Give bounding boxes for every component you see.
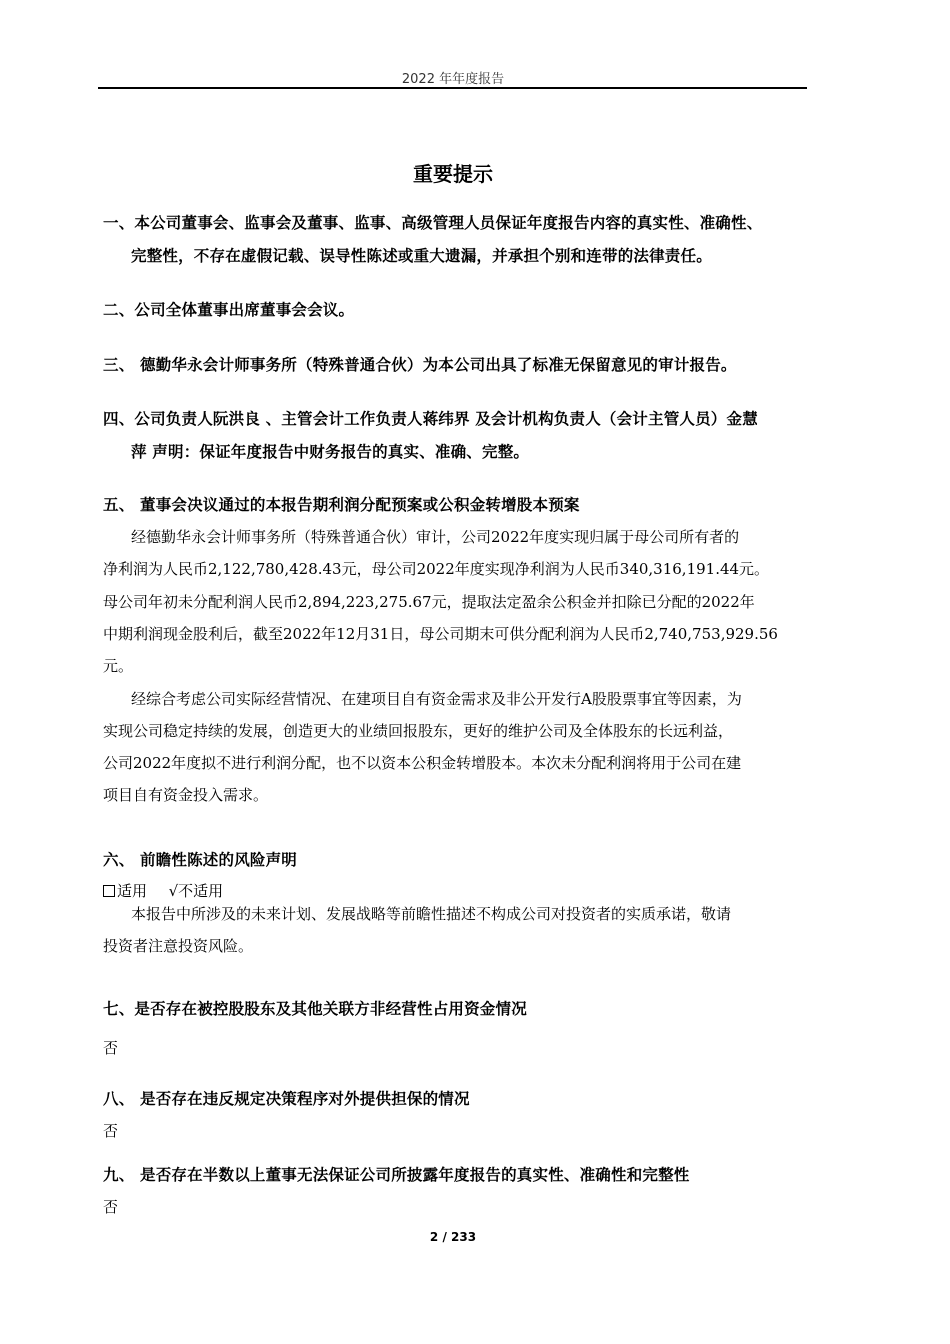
section-6-heading: 六、 前瞻性陈述的风险声明 <box>103 851 297 869</box>
section-8-answer: 否 <box>103 1122 119 1140</box>
section-5-paragraph-2-line: 经综合考虑公司实际经营情况、在建项目自有资金需求及非公开发行A股股票事宜等因素，为 <box>131 690 742 708</box>
section-6-options <box>103 880 223 901</box>
applicable-checkbox <box>103 885 115 897</box>
section-6-paragraph-line: 本报告中所涉及的未来计划、发展战略等前瞻性描述不构成公司对投资者的实质承诺，敬请 <box>131 905 732 923</box>
page-title: 重要提示 <box>413 162 493 186</box>
header-divider <box>98 87 807 89</box>
section-9-heading: 九、 是否存在半数以上董事无法保证公司所披露年度报告的真实性、准确性和完整性 <box>103 1166 690 1184</box>
applicable-label: 适用 <box>117 882 148 900</box>
section-5-paragraph-1-line: 净利润为人民币2,122,780,428.43元，母公司2022年度实现净利润为人民币340,316,191.44元。 <box>103 560 770 578</box>
section-9-answer: 否 <box>103 1198 119 1216</box>
section-5-paragraph-1-line: 经德勤华永会计师事务所（特殊普通合伙）审计，公司2022年度实现归属于母公司所有者的 <box>131 528 740 546</box>
section-5-paragraph-1-line: 母公司年初未分配利润人民币2,894,223,275.67元，提取法定盈余公积金并扣除已分配的2022年 <box>103 593 755 611</box>
section-5-heading: 五、 董事会决议通过的本报告期利润分配预案或公积金转增股本预案 <box>103 496 580 514</box>
section-5-paragraph-2-line: 项目自有资金投入需求。 <box>103 786 269 804</box>
section-7-heading: 七、是否存在被控股股东及其他关联方非经营性占用资金情况 <box>103 1000 527 1018</box>
section-7-answer: 否 <box>103 1039 119 1057</box>
section-2-line-1: 二、公司全体董事出席董事会会议。 <box>103 301 355 319</box>
page-header: 2022 年年度报告 <box>401 72 505 87</box>
section-8-heading: 八、 是否存在违反规定决策程序对外提供担保的情况 <box>103 1090 470 1108</box>
section-5-paragraph-2-line: 公司2022年度拟不进行利润分配，也不以资本公积金转增股本。本次未分配利润将用于公司在建 <box>103 754 742 772</box>
section-5-paragraph-1-line: 中期利润现金股利后，截至2022年12月31日，母公司期末可供分配利润为人民币2,740,753,929.56 <box>103 625 778 643</box>
page-number: 2 / 233 <box>429 1230 477 1244</box>
section-4-line-1: 四、公司负责人阮洪良 、主管会计工作负责人蒋纬界 及会计机构负责人（会计主管人员）金慧 <box>103 410 758 428</box>
section-6-paragraph-line: 投资者注意投资风险。 <box>103 937 254 955</box>
section-4-line-2: 萍 声明：保证年度报告中财务报告的真实、准确、完整。 <box>131 443 530 461</box>
section-1-line-1: 一、本公司董事会、监事会及董事、监事、高级管理人员保证年度报告内容的真实性、准确性、 <box>103 214 763 232</box>
section-5-paragraph-1-line: 元。 <box>103 657 134 675</box>
section-5-paragraph-2-line: 实现公司稳定持续的发展，创造更大的业绩回报股东，更好的维护公司及全体股东的长远利益， <box>103 722 734 740</box>
not-applicable-label: √不适用 <box>168 882 224 900</box>
section-1-line-2: 完整性，不存在虚假记载、误导性陈述或重大遗漏，并承担个别和连带的法律责任。 <box>131 247 712 265</box>
section-3-line-1: 三、 德勤华永会计师事务所（特殊普通合伙）为本公司出具了标准无保留意见的审计报告。 <box>103 356 737 374</box>
